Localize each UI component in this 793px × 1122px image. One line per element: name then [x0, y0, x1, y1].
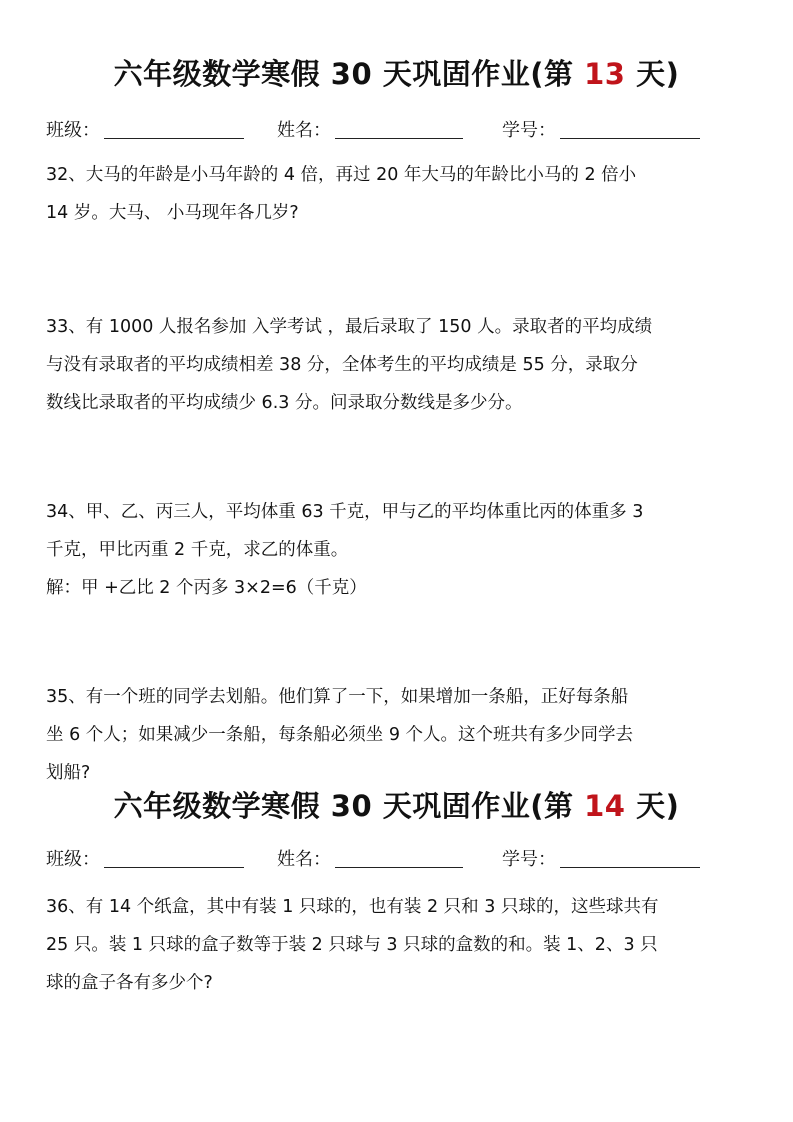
question-line: 球的盒子各有多少个? [46, 973, 213, 993]
question-line: 32、大马的年龄是小马年龄的 4 倍，再过 20 年大马的年龄比小马的 2 倍小 [46, 165, 637, 185]
question-33 [46, 308, 751, 422]
id-blank-line[interactable] [560, 116, 700, 139]
worksheet-title-day13 [0, 54, 793, 94]
question-line: 与没有录取者的平均成绩相差 38 分，全体考生的平均成绩是 55 分，录取分 [46, 355, 638, 375]
title-prefix: 六年级数学寒假 30 天巩固作业(第 [113, 789, 574, 823]
question-36 [46, 888, 751, 1002]
title-prefix: 六年级数学寒假 30 天巩固作业(第 [113, 57, 574, 91]
class-blank-line[interactable] [104, 116, 244, 139]
class-label: 班级： [46, 120, 100, 141]
id-field[interactable] [502, 116, 700, 146]
name-blank-line[interactable] [335, 116, 463, 139]
question-32 [46, 156, 751, 232]
solution-line: 解：甲 +乙比 2 个丙多 3×2=6（千克） [46, 578, 367, 598]
question-line: 25 只。装 1 只球的盒子数等于装 2 只球与 3 只球的盒数的和。装 1、2、3 只 [46, 935, 658, 955]
question-line: 坐 6 个人；如果减少一条船，每条船必须坐 9 个人。这个班共有多少同学去 [46, 725, 634, 745]
question-35 [46, 678, 751, 792]
question-line: 35、有一个班的同学去划船。他们算了一下，如果增加一条船，正好每条船 [46, 687, 629, 707]
name-field[interactable] [277, 845, 463, 875]
worksheet-title-day14 [0, 786, 793, 826]
class-label: 班级： [46, 849, 100, 870]
question-line: 划船? [46, 763, 91, 783]
title-day-number: 14 [584, 789, 626, 823]
name-label: 姓名： [277, 849, 331, 870]
class-blank-line[interactable] [104, 845, 244, 868]
question-line: 36、有 14 个纸盒，其中有装 1 只球的，也有装 2 只和 3 只球的，这些球共有 [46, 897, 659, 917]
id-label: 学号： [502, 849, 556, 870]
id-field[interactable] [502, 845, 700, 875]
student-info-row-day13 [46, 116, 766, 146]
id-blank-line[interactable] [560, 845, 700, 868]
id-label: 学号： [502, 120, 556, 141]
class-field[interactable] [46, 116, 244, 146]
name-field[interactable] [277, 116, 463, 146]
student-info-row-day14 [46, 845, 766, 875]
question-line: 数线比录取者的平均成绩少 6.3 分。问录取分数线是多少分。 [46, 393, 523, 413]
title-suffix: 天) [636, 789, 680, 823]
title-suffix: 天) [636, 57, 680, 91]
name-blank-line[interactable] [335, 845, 463, 868]
question-line: 34、甲、乙、丙三人，平均体重 63 千克，甲与乙的平均体重比丙的体重多 3 [46, 502, 644, 522]
question-line: 33、有 1000 人报名参加 入学考试 ，最后录取了 150 人。录取者的平均成绩 [46, 317, 653, 337]
question-line: 14 岁。大马、 小马现年各几岁? [46, 203, 299, 223]
class-field[interactable] [46, 845, 244, 875]
question-34 [46, 493, 751, 607]
question-line: 千克，甲比丙重 2 千克，求乙的体重。 [46, 540, 349, 560]
name-label: 姓名： [277, 120, 331, 141]
title-day-number: 13 [584, 57, 626, 91]
